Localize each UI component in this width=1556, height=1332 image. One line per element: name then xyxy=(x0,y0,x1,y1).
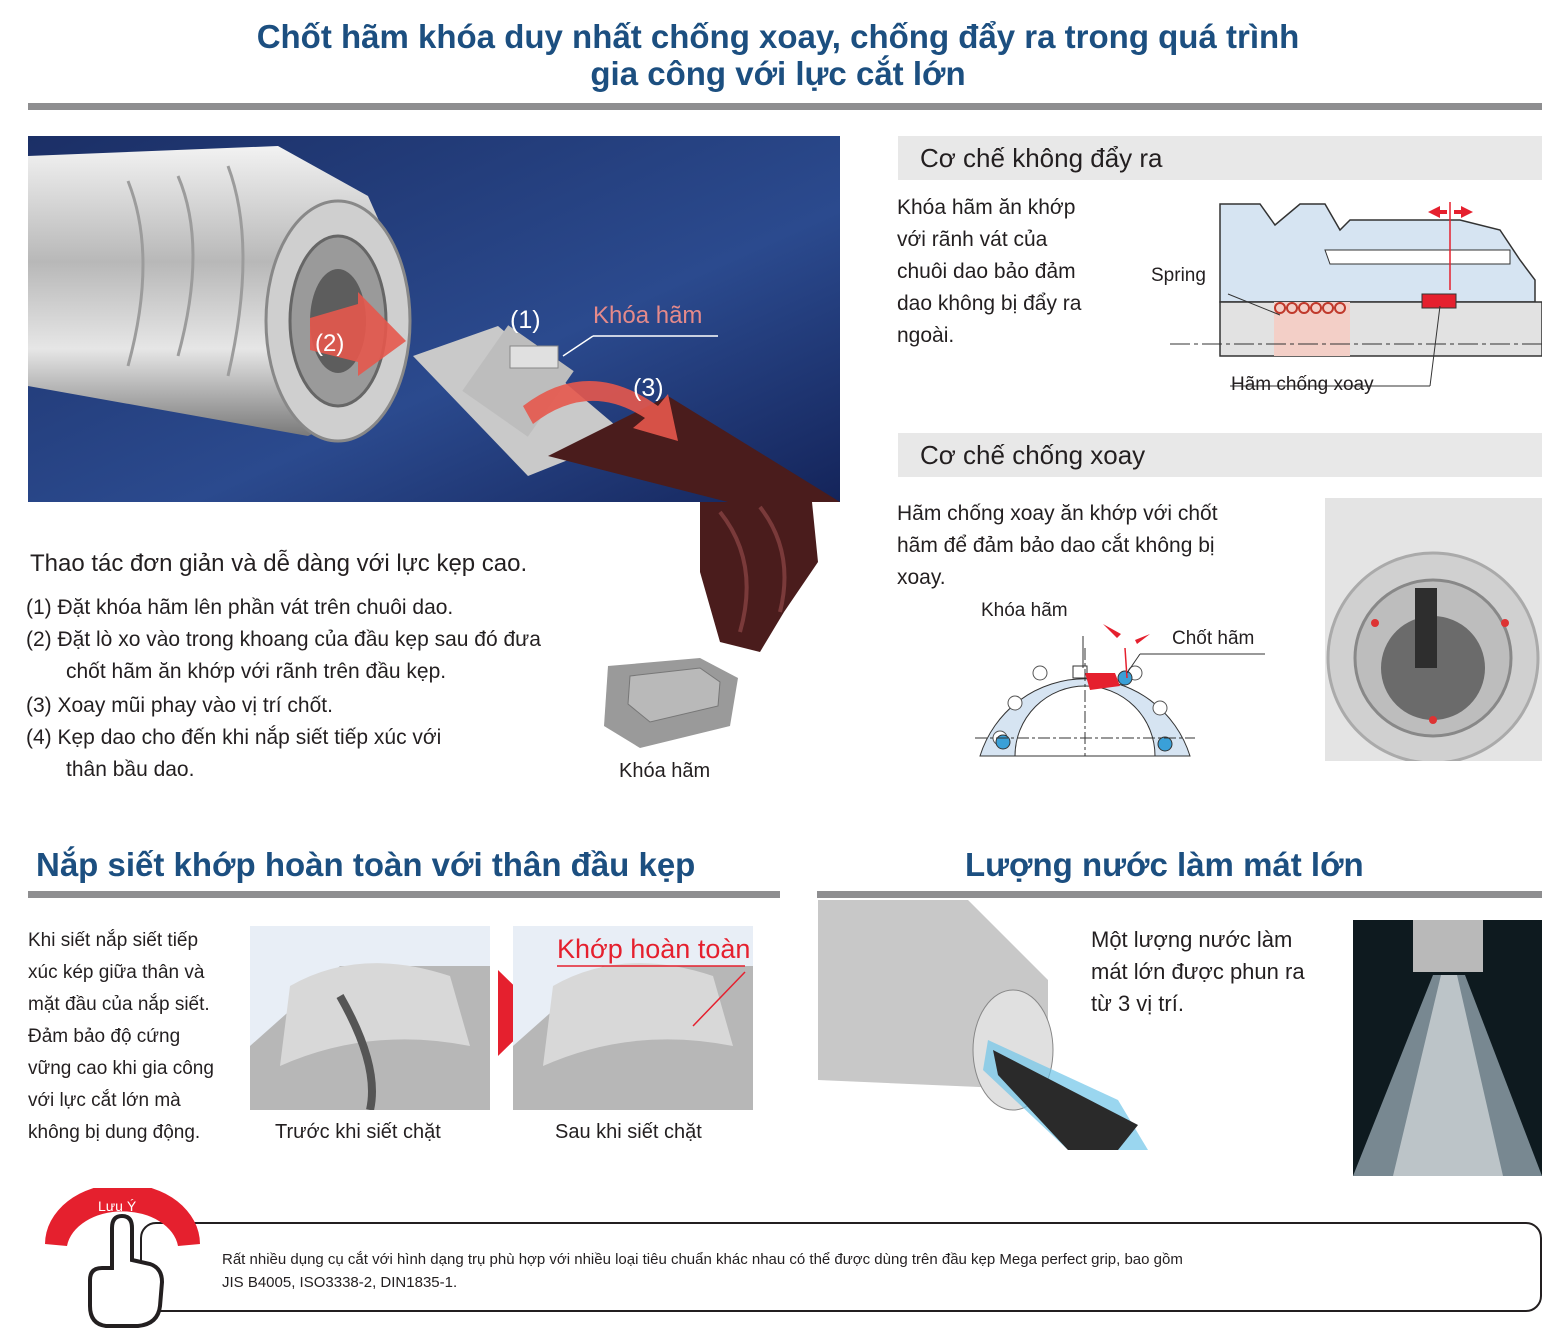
lock-piece-caption: Khóa hãm xyxy=(619,760,711,782)
note-text xyxy=(222,1248,1183,1294)
nut-text-line: mặt đầu của nắp siết. xyxy=(28,994,210,1015)
full-fit-label: Khớp hoàn toàn xyxy=(557,934,751,964)
anti-pullout-text-line: với rãnh vát của xyxy=(897,228,1048,251)
operation-step-2: (2) Đặt lò xo vào trong khoang của đầu kẹp sau đó đưa xyxy=(26,628,541,651)
page-title-line2: gia công với lực cắt lớn xyxy=(590,55,966,92)
nut-text-line: không bị dung động. xyxy=(28,1122,201,1143)
before-caption: Trước khi siết chặt xyxy=(275,1121,441,1143)
operation-heading: Thao tác đơn giản và dễ dàng với lực kẹp cao. xyxy=(30,550,528,577)
note-badge: Lưu Ý xyxy=(98,1198,137,1214)
coolant-text xyxy=(1091,924,1305,1020)
page-title xyxy=(0,18,1556,92)
spring-label: Spring xyxy=(1151,265,1206,286)
anti-rotation-pin-label-2: Chốt hãm xyxy=(1172,628,1255,649)
operation-step-2-cont: chốt hãm ăn khớp với rãnh trên đầu kẹp. xyxy=(66,660,447,683)
operation-step-4: (4) Kẹp dao cho đến khi nắp siết tiếp xúc với xyxy=(26,726,442,749)
nut-section-heading: Nắp siết khớp hoàn toàn với thân đầu kẹp xyxy=(36,846,696,883)
after-caption: Sau khi siết chặt xyxy=(555,1121,702,1143)
nut-text-line: xúc kép giữa thân và xyxy=(28,962,205,983)
anti-pullout-text xyxy=(897,192,1081,352)
anti-rotation-lock-label: Khóa hãm xyxy=(981,600,1068,621)
operation-step-4-cont: thân bầu dao. xyxy=(66,758,195,781)
nut-text-line: Đảm bảo độ cứng xyxy=(28,1026,181,1047)
note-line-1: Rất nhiều dụng cụ cắt với hình dạng trụ phù hợp với nhiều loại tiêu chuẩn khác nhau có thể được dùng trên đầu kẹp Mega perfect grip, bao gồm xyxy=(222,1251,1183,1268)
page-title-line1: Chốt hãm khóa duy nhất chống xoay, chống đẩy ra trong quá trình xyxy=(256,18,1300,55)
nut-text-line: Khi siết nắp siết tiếp xyxy=(28,930,199,951)
hero-label-3: (3) xyxy=(633,374,664,402)
end-mill-tip-image xyxy=(700,502,830,652)
anti-rotation-pin-label: Hãm chống xoay xyxy=(1231,374,1374,395)
anti-rotation-heading: Cơ chế chống xoay xyxy=(898,433,1542,477)
operation-step-1: (1) Đặt khóa hãm lên phần vát trên chuôi dao. xyxy=(26,596,454,619)
anti-pullout-text-line: ngoài. xyxy=(897,324,955,347)
anti-rotation-text-line: xoay. xyxy=(897,566,946,589)
coolant-text-line: từ 3 vị trí. xyxy=(1091,991,1184,1016)
anti-pullout-text-line: Khóa hãm ăn khớp xyxy=(897,196,1076,219)
coolant-spray-image xyxy=(1353,920,1542,1176)
anti-pullout-text-line: chuôi dao bảo đảm xyxy=(897,260,1076,283)
nut-section-text xyxy=(28,925,214,1149)
nut-text-line: với lực cắt lớn mà xyxy=(28,1090,181,1111)
hero-label-2: (2) xyxy=(315,330,345,357)
hero-lock-label: Khóa hãm xyxy=(593,302,703,329)
anti-pullout-heading: Cơ chế không đẩy ra xyxy=(898,136,1542,180)
hero-label-1: (1) xyxy=(510,306,541,334)
header-rule xyxy=(28,103,1542,110)
anti-pullout-text-line: dao không bị đẩy ra xyxy=(897,292,1082,315)
chuck-front-image xyxy=(1325,498,1542,761)
nut-text-line: vững cao khi gia công xyxy=(28,1058,214,1079)
anti-rotation-text xyxy=(897,498,1218,594)
coolant-heading: Lượng nước làm mát lớn xyxy=(965,846,1364,883)
note-line-2: JIS B4005, ISO3338-2, DIN1835-1. xyxy=(222,1274,458,1291)
lock-piece-image xyxy=(600,656,742,752)
operation-step-3: (3) Xoay mũi phay vào vị trí chốt. xyxy=(26,694,333,717)
coolant-text-line: Một lượng nước làm xyxy=(1091,927,1293,952)
anti-rotation-text-line: hãm để đảm bảo dao cắt không bị xyxy=(897,534,1215,557)
coolant-rule xyxy=(817,891,1542,898)
nut-section-rule xyxy=(28,891,780,898)
hero-image xyxy=(28,136,840,502)
anti-rotation-text-line: Hãm chống xoay ăn khớp với chốt xyxy=(897,502,1218,525)
before-tightening-image xyxy=(250,926,490,1110)
coolant-text-line: mát lớn được phun ra xyxy=(1091,959,1305,984)
